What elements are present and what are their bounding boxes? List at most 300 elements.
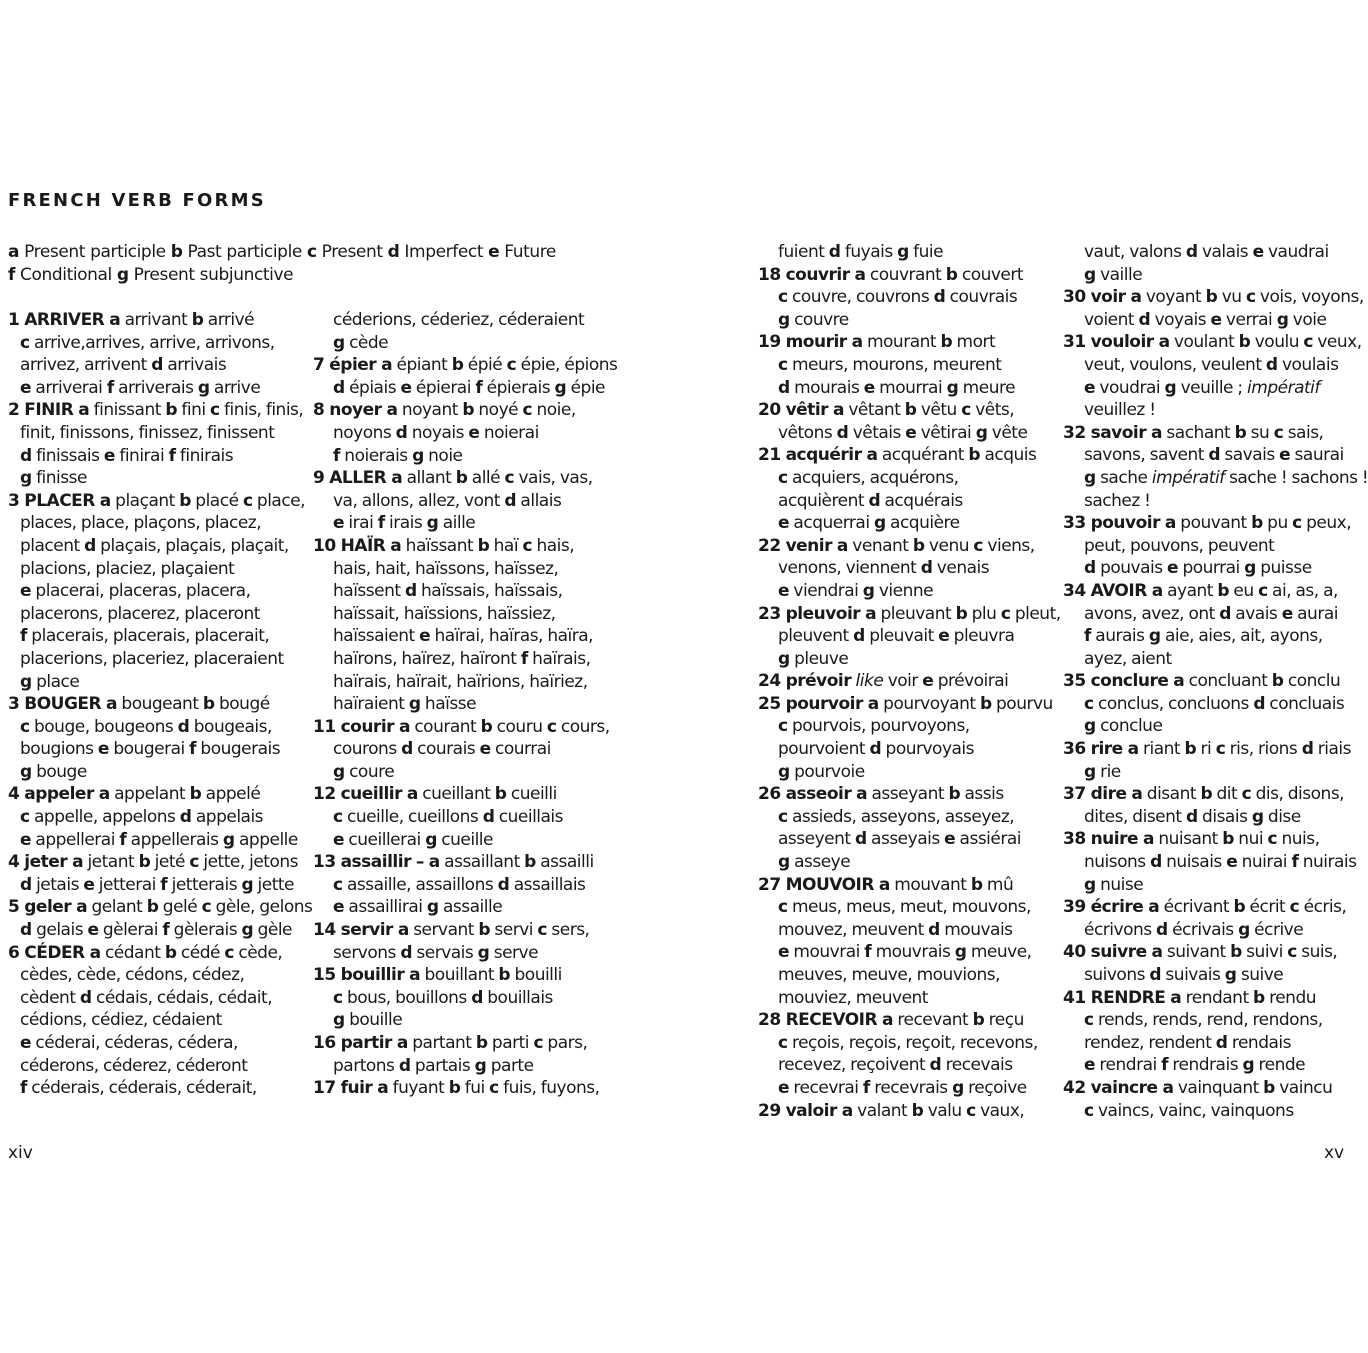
bold-label: d [404,581,417,602]
entry-continuation-line [8,919,306,942]
form-text: ayez, aient [1084,648,1172,669]
bold-label: f [333,445,340,466]
bold-label: 32 savoir a [1063,422,1163,443]
form-text: aie, aies, ait, ayons, [1160,626,1323,647]
entry-continuation-line [313,558,605,581]
bold-label: c [533,1033,544,1053]
form-text: pouvant [1175,513,1252,534]
form-text: pourvoyais [881,739,975,760]
bold-label: d [1185,242,1198,262]
form-text: acquérais [880,490,963,511]
bold-label: g [1084,467,1096,488]
bold-label: c [506,355,517,376]
form-text: pleut, [1010,603,1061,624]
entry-continuation-line [1063,603,1351,626]
form-text: acquérant [877,445,969,466]
form-text: acquerrai [789,513,874,534]
form-text: bouge, bougeons [29,716,178,737]
bold-label: e [1167,558,1179,579]
bold-label: g [554,377,567,398]
bold-label: e [20,1033,32,1053]
verb-entry-line [758,670,1056,693]
form-text: reçu [984,1010,1024,1031]
form-text: mort [952,332,996,353]
entry-continuation-line [758,309,1056,332]
form-text: courais [412,739,480,760]
bold-label: b [475,1033,488,1053]
form-text: asseyent [778,829,855,850]
bold-label: 41 RENDRE a [1063,987,1182,1008]
form-text: épierais [482,377,555,398]
verb-entry-line [313,1032,605,1055]
form-text: recevez, reçoivent [778,1055,930,1076]
form-text: céderons, céderez, céderont [20,1055,248,1076]
verb-entry-line [313,467,605,490]
bold-label: f [160,874,168,895]
form-text: suivant [1162,942,1231,963]
bold-label: 20 vêtir a [758,400,844,421]
entry-continuation-line [758,941,1056,964]
form-text: courant [409,716,481,737]
entry-continuation-line [758,738,1056,761]
bold-label: c [210,400,220,421]
form-text: écrivons [1084,919,1157,940]
bold-label: g [241,874,254,895]
form-text: irai [344,513,378,534]
form-text: servi [490,920,538,941]
bold-label: f [1291,852,1299,873]
form-text: cédions, cédiez, cédaient [20,1010,222,1031]
bold-label: c [1215,739,1226,760]
form-text: cèdent [20,987,80,1008]
verb-entry-line [1063,941,1351,964]
verb-form-legend [8,241,588,286]
bold-label: b [480,716,493,737]
bold-label: b [170,242,183,262]
form-text: cédais, cédais, cédait, [91,987,273,1008]
bold-label: c [201,897,212,918]
bold-label: b [1217,580,1230,601]
form-text: valant [852,1100,912,1121]
bold-label: e [1252,242,1264,262]
bold-label: b [1200,784,1213,805]
bold-label: f [475,377,483,398]
entry-continuation-line [8,648,306,671]
form-text: meus, meus, meut, mouvons, [787,897,1031,918]
verb-entry-line [1063,512,1351,535]
bold-label: c [1292,513,1302,534]
form-text: dites, disent [1084,806,1186,827]
form-text: fuis, fuyons, [498,1078,600,1099]
bold-label: f [1161,1055,1169,1076]
form-text: finirai [114,445,169,466]
bold-label: d [1219,603,1231,624]
form-text: haïrons, haïrez, haïront [333,648,521,669]
bold-label: d [933,287,946,308]
bold-label: 7 épier a [313,355,393,376]
entry-continuation-line [758,557,1056,580]
bold-label: c [1258,580,1268,601]
bold-label: b [911,1100,924,1121]
bold-label: c [333,987,343,1008]
form-text: vaut, valons [1084,242,1186,262]
form-text: épie [566,377,606,398]
form-text: noyais [407,422,469,443]
verb-entry-line [8,851,306,874]
entry-continuation-line [1063,241,1351,264]
bold-label: e [905,422,917,443]
verb-entry-line [313,354,618,377]
entry-continuation-line [758,987,1056,1010]
bold-label: d [179,807,192,828]
entry-continuation-line [313,377,605,400]
form-text: voulais [1277,354,1339,375]
bold-label: 24 prévoir [758,671,852,692]
form-text: mouvrais [871,942,955,963]
form-text: reçoive [963,1077,1027,1098]
entry-continuation-line [8,467,306,490]
verb-entry-line [1063,422,1351,445]
form-text: jetais [31,874,84,895]
bold-label: 21 acquérir a [758,445,878,466]
bold-label: 29 valoir a [758,1100,853,1121]
form-text: assaillant [439,852,525,873]
form-text: pu [1262,513,1293,534]
form-text: appelé [201,784,261,805]
bold-label: b [940,332,953,353]
verb-entry-line [758,399,1056,422]
entry-continuation-line [758,806,1056,829]
bold-label: 8 noyer a [313,400,398,421]
form-text: pouvais [1095,558,1168,579]
bold-label: c [1273,422,1284,443]
form-text: concluais [1265,693,1345,714]
form-text: allant [402,468,456,489]
verb-entry-line [8,309,306,332]
entry-continuation-line [313,829,605,852]
bold-label: f [189,739,197,760]
form-text: finissais [31,445,104,466]
bold-label: 39 écrire a [1063,897,1160,918]
entry-continuation-line [758,896,1056,919]
form-text: recevais [941,1055,1013,1076]
form-text: vaux, [975,1100,1025,1121]
verb-entry-line [1063,828,1351,851]
form-text: rie [1095,761,1121,782]
form-text: voie [1288,309,1327,330]
form-text: bouillais [482,987,553,1008]
form-text: mouvais [939,919,1013,940]
form-text: épierai [411,377,476,398]
bold-label: e [778,942,790,963]
entry-continuation-line [8,603,306,626]
entry-continuation-line [8,354,306,377]
bold-label: g [873,513,886,534]
entry-continuation-line [1063,761,1351,784]
form-text: voudrai [1095,377,1165,398]
form-text: meuves, meuve, mouvions, [778,965,1001,985]
form-text: plaçant [110,490,180,511]
bold-label: b [478,920,490,941]
bold-label: d [497,874,510,895]
bold-label: e [20,829,32,850]
form-text: va, allons, allez, vont [333,490,505,511]
form-text: serve [489,942,539,963]
entry-continuation-line [758,1077,1056,1100]
form-text: courrai [490,739,551,760]
verb-entry-line [8,399,306,422]
entry-continuation-line [758,828,1056,851]
entry-continuation-line [8,332,306,355]
verb-entry-line [8,264,588,287]
form-text: voulu [1250,332,1304,353]
bold-label: d [20,874,32,895]
bold-label: 40 suivre a [1063,942,1163,963]
bold-label: d [1301,739,1314,760]
verb-entry-line [313,1077,605,1100]
verb-entry-line [758,1009,1056,1032]
bold-label: g [20,761,32,782]
form-text: vaudrai [1263,242,1329,262]
entry-continuation-line [1063,693,1351,716]
bold-label: b [498,965,511,986]
form-text: su [1246,422,1274,443]
bold-label: g [1164,377,1177,398]
bold-label: c [1000,603,1011,624]
form-text: vais, vas, [514,468,593,489]
bold-label: f [20,1078,27,1099]
entry-continuation-line [1063,625,1351,648]
bold-label: g [1084,761,1096,782]
form-text: vaincs, vainc, vainquons [1093,1100,1294,1121]
form-text: nuis, [1277,829,1320,850]
bold-label: d [869,739,882,760]
column-4 [1063,241,1368,1122]
bold-label: 5 geler a [8,897,88,918]
bold-label: g [477,942,490,963]
bold-label: e [863,377,875,398]
form-text: places, place, plaçons, placez, [20,513,262,534]
bold-label: g [333,761,345,782]
form-text: servons [333,942,401,963]
form-text: épié [463,355,507,376]
form-text: gèle [253,920,293,941]
form-text: bouillant [420,965,499,986]
entry-continuation-line [8,1055,306,1078]
entry-continuation-line [1063,1100,1351,1123]
bold-label: b [1251,513,1263,534]
form-text: mourrai [874,377,947,398]
column-3 [758,241,1061,1122]
bold-label: g [778,648,790,669]
form-text: assailli [535,852,594,873]
form-text: vaincu [1274,1077,1333,1098]
form-text: jeté [150,852,190,873]
verb-entry-line [8,896,313,919]
form-text: placerons, placerez, placeront [20,603,260,624]
form-text: cours, [556,716,610,737]
column-1 [8,309,313,1100]
form-text: eu [1229,580,1259,601]
form-text: finit, finissons, finissez, finissent [20,422,275,443]
bold-label: b [945,264,958,285]
form-text: ri [1196,739,1216,760]
entry-continuation-line [758,422,1056,445]
bold-label: c [1241,784,1252,805]
verb-entry-line [313,851,605,874]
form-text: sachez ! [1084,490,1151,511]
form-text: couvre, couvrons [787,287,934,308]
bold-label: d [333,377,345,398]
form-text: courons [333,739,402,760]
form-text: arrivais [162,355,227,376]
bold-label: 36 rire a [1063,739,1139,760]
form-text: arriverai [31,377,107,398]
italic-text: impératif [1151,467,1225,488]
form-text: écrivais [1167,919,1239,940]
bold-label: b [912,535,925,556]
form-text: meuve, [966,942,1032,963]
entry-continuation-line [1063,806,1351,829]
entry-continuation-line [758,1054,1056,1077]
bold-label: d [836,422,849,443]
bold-label: e [1279,445,1291,466]
form-text: Present subjunctive [128,264,294,285]
form-text: gelais [31,920,88,941]
verb-entry-line [758,444,1056,467]
verb-entry-line [313,783,605,806]
bold-label: b [1234,422,1247,443]
form-text: peut, pouvons, peuvent [1084,535,1275,556]
form-text: arrive,arrives, arrive, arrivons, [29,332,275,353]
bold-label: d [854,829,867,850]
bold-label: 12 cueillir a [313,784,418,805]
bold-label: 22 venir a [758,535,848,556]
bold-label: g [1244,558,1256,579]
form-text: Present participle [19,242,171,262]
form-text: plaçais, plaçais, plaçait, [95,535,289,556]
form-text: bougerais [196,739,281,760]
form-text: haï [489,535,523,556]
form-text: noie, [532,400,576,421]
form-text: venant [847,535,913,556]
entry-continuation-line [8,535,306,558]
form-text: cueillais [494,807,564,828]
bold-label: e [922,671,934,692]
bold-label: 42 vaincre a [1063,1077,1174,1098]
bold-label: g [222,829,235,850]
form-text: mourant [862,332,941,353]
entry-continuation-line [1063,264,1351,287]
form-text: pourvoient [778,739,870,760]
form-text: cueille [436,829,493,850]
entry-continuation-line [313,738,605,761]
form-text: nuisant [1153,829,1223,850]
form-text: appelant [109,784,190,805]
bold-label: 19 mourir a [758,332,863,353]
form-text: servant [408,920,479,941]
form-text: bougeant [117,694,203,715]
page-number-left: xiv [8,1143,33,1163]
form-text: appelle, appelons [29,807,180,828]
bold-label: b [146,897,159,918]
bold-label: d [853,626,865,647]
form-text: conclus, concluons [1093,693,1254,714]
bold-label: d [20,920,32,941]
bold-label: b [1184,739,1197,760]
form-text: pourvoyant [878,693,980,714]
form-text: vêtu [916,400,962,421]
form-text: nuirai [1237,852,1292,873]
bold-label: c [20,807,30,828]
bold-label: b [1238,332,1251,353]
form-text: couvrais [945,287,1018,308]
form-text: vois, voyons, [1255,287,1364,308]
verb-entry-line [758,693,1056,716]
bold-label: c [522,535,533,556]
form-text: mouvrai [789,942,865,963]
bold-label: e [778,513,790,534]
bold-label: e [1084,1055,1096,1076]
form-text: Conditional [15,264,117,285]
bold-label: g [862,580,875,601]
form-text: reçois, reçois, reçoit, recevons, [787,1032,1038,1053]
form-text: aurais [1090,626,1149,647]
entry-continuation-line [758,490,1056,513]
entry-continuation-line [313,1055,605,1078]
form-text: pleuvent [778,626,854,647]
form-text: bous, bouillons [342,987,472,1008]
bold-label: d [1185,806,1198,827]
bold-label: b [948,784,961,805]
bold-label: c [778,287,788,308]
verb-entry-line [313,716,610,739]
bold-label: f [20,626,27,647]
form-text: bougé [214,694,270,715]
form-text: veux, [1312,332,1362,353]
form-text: appelle [234,829,298,850]
form-text: gèlerais [169,920,242,941]
entry-continuation-line [758,851,1056,874]
form-text: cueille, cueillons [342,807,483,828]
form-text: gèle, gelons [211,897,313,918]
bold-label: 6 CÉDER a [8,942,101,963]
bold-label: 13 assaillir – a [313,852,440,873]
bold-label: 2 FINIR a [8,400,90,421]
form-text: jette, jetons [198,852,299,873]
form-text: partons [333,1055,399,1076]
form-text: mouvant [889,874,971,895]
form-text: voir [883,671,923,692]
form-text: dit [1212,784,1242,805]
bold-label: d [151,355,163,376]
bold-label: c [242,490,253,511]
bold-label: b [968,445,981,466]
form-text: noyant [397,400,463,421]
bold-label: g [1148,626,1161,647]
form-text: rendu [1264,987,1317,1008]
form-text: haïssaient [333,626,420,647]
form-text: arrive [209,377,261,398]
form-text: veut, voulons, veulent [1084,354,1266,375]
bold-label: f [168,445,176,466]
form-text: pourvois, pourvoyons, [787,716,970,737]
bold-label: 3 BOUGER a [8,694,118,715]
entry-continuation-line [8,377,306,400]
form-text: viendrai [789,580,863,601]
bold-label: g [778,852,790,873]
form-text: fuient [778,242,829,262]
